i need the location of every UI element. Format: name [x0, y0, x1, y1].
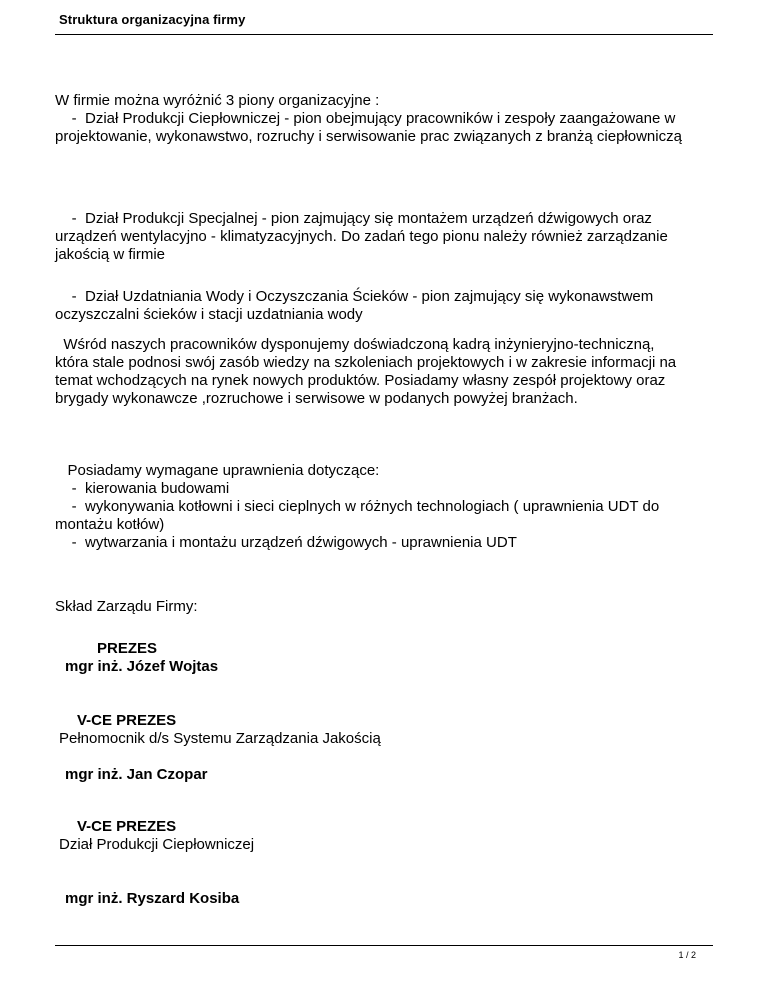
- staff-paragraph-line-2: która stale podnosi swój zasób wiedzy na szkoleniach projektowych i w zakresie informacji na: [55, 354, 677, 371]
- board-member-1-role: PREZES: [97, 640, 158, 657]
- division-item-2-line-1: - Dział Produkcji Specjalnej - pion zajmujący się montażem urządzeń dźwigowych oraz: [55, 210, 652, 227]
- division-item-1-line-2: projektowanie, wykonawstwo, rozruchy i serwisowanie prac związanych z branżą ciepłowniczą: [55, 128, 682, 145]
- permit-item-1: - kierowania budowami: [55, 480, 230, 497]
- division-item-3-line-1: - Dział Uzdatniania Wody i Oczyszczania Ścieków - pion zajmujący się wykonawstwem: [55, 288, 654, 305]
- permit-item-3: - wytwarzania i montażu urządzeń dźwigowych - uprawnienia UDT: [55, 534, 517, 551]
- staff-paragraph-line-3: temat wchodzących na rynek nowych produktów. Posiadamy własny zespół projektowy oraz: [55, 372, 666, 389]
- division-item-3-line-2: oczyszczalni ścieków i stacji uzdatniania wody: [55, 306, 363, 323]
- board-member-3-name: mgr inż. Ryszard Kosiba: [65, 890, 240, 907]
- board-member-2-name: mgr inż. Jan Czopar: [65, 766, 208, 783]
- header-divider: [55, 34, 713, 35]
- board-member-2-role: V-CE PREZES: [77, 712, 177, 729]
- board-member-3-role: V-CE PREZES: [77, 818, 177, 835]
- page-header-title: Struktura organizacyjna firmy: [59, 12, 246, 27]
- staff-paragraph-line-1: Wśród naszych pracowników dysponujemy doświadczoną kadrą inżynieryjno-techniczną,: [55, 336, 655, 353]
- permit-item-2-line-1: - wykonywania kotłowni i sieci cieplnych w różnych technologiach ( uprawnienia UDT do: [55, 498, 660, 515]
- intro-lead: W firmie można wyróżnić 3 piony organizacyjne :: [55, 92, 380, 109]
- division-item-2-line-3: jakością w firmie: [55, 246, 166, 263]
- board-member-2-description: Pełnomocnik d/s Systemu Zarządzania Jakością: [59, 730, 381, 747]
- division-item-2-line-2: urządzeń wentylacyjno - klimatyzacyjnych. Do zadań tego pionu należy również zarządzanie: [55, 228, 668, 245]
- permit-item-2-line-2: montażu kotłów): [55, 516, 165, 533]
- footer-divider: [55, 945, 713, 946]
- permits-lead: Posiadamy wymagane uprawnienia dotyczące:: [55, 462, 380, 479]
- division-item-1-line-1: - Dział Produkcji Ciepłowniczej - pion obejmujący pracowników i zespoły zaangażowane w: [55, 110, 676, 127]
- page-number: 1 / 2: [678, 950, 696, 960]
- board-member-3-description: Dział Produkcji Ciepłowniczej: [59, 836, 255, 853]
- board-heading: Skład Zarządu Firmy:: [55, 598, 198, 615]
- staff-paragraph-line-4: brygady wykonawcze ,rozruchowe i serwisowe w podanych powyżej branżach.: [55, 390, 578, 407]
- board-member-1-name: mgr inż. Józef Wojtas: [65, 658, 219, 675]
